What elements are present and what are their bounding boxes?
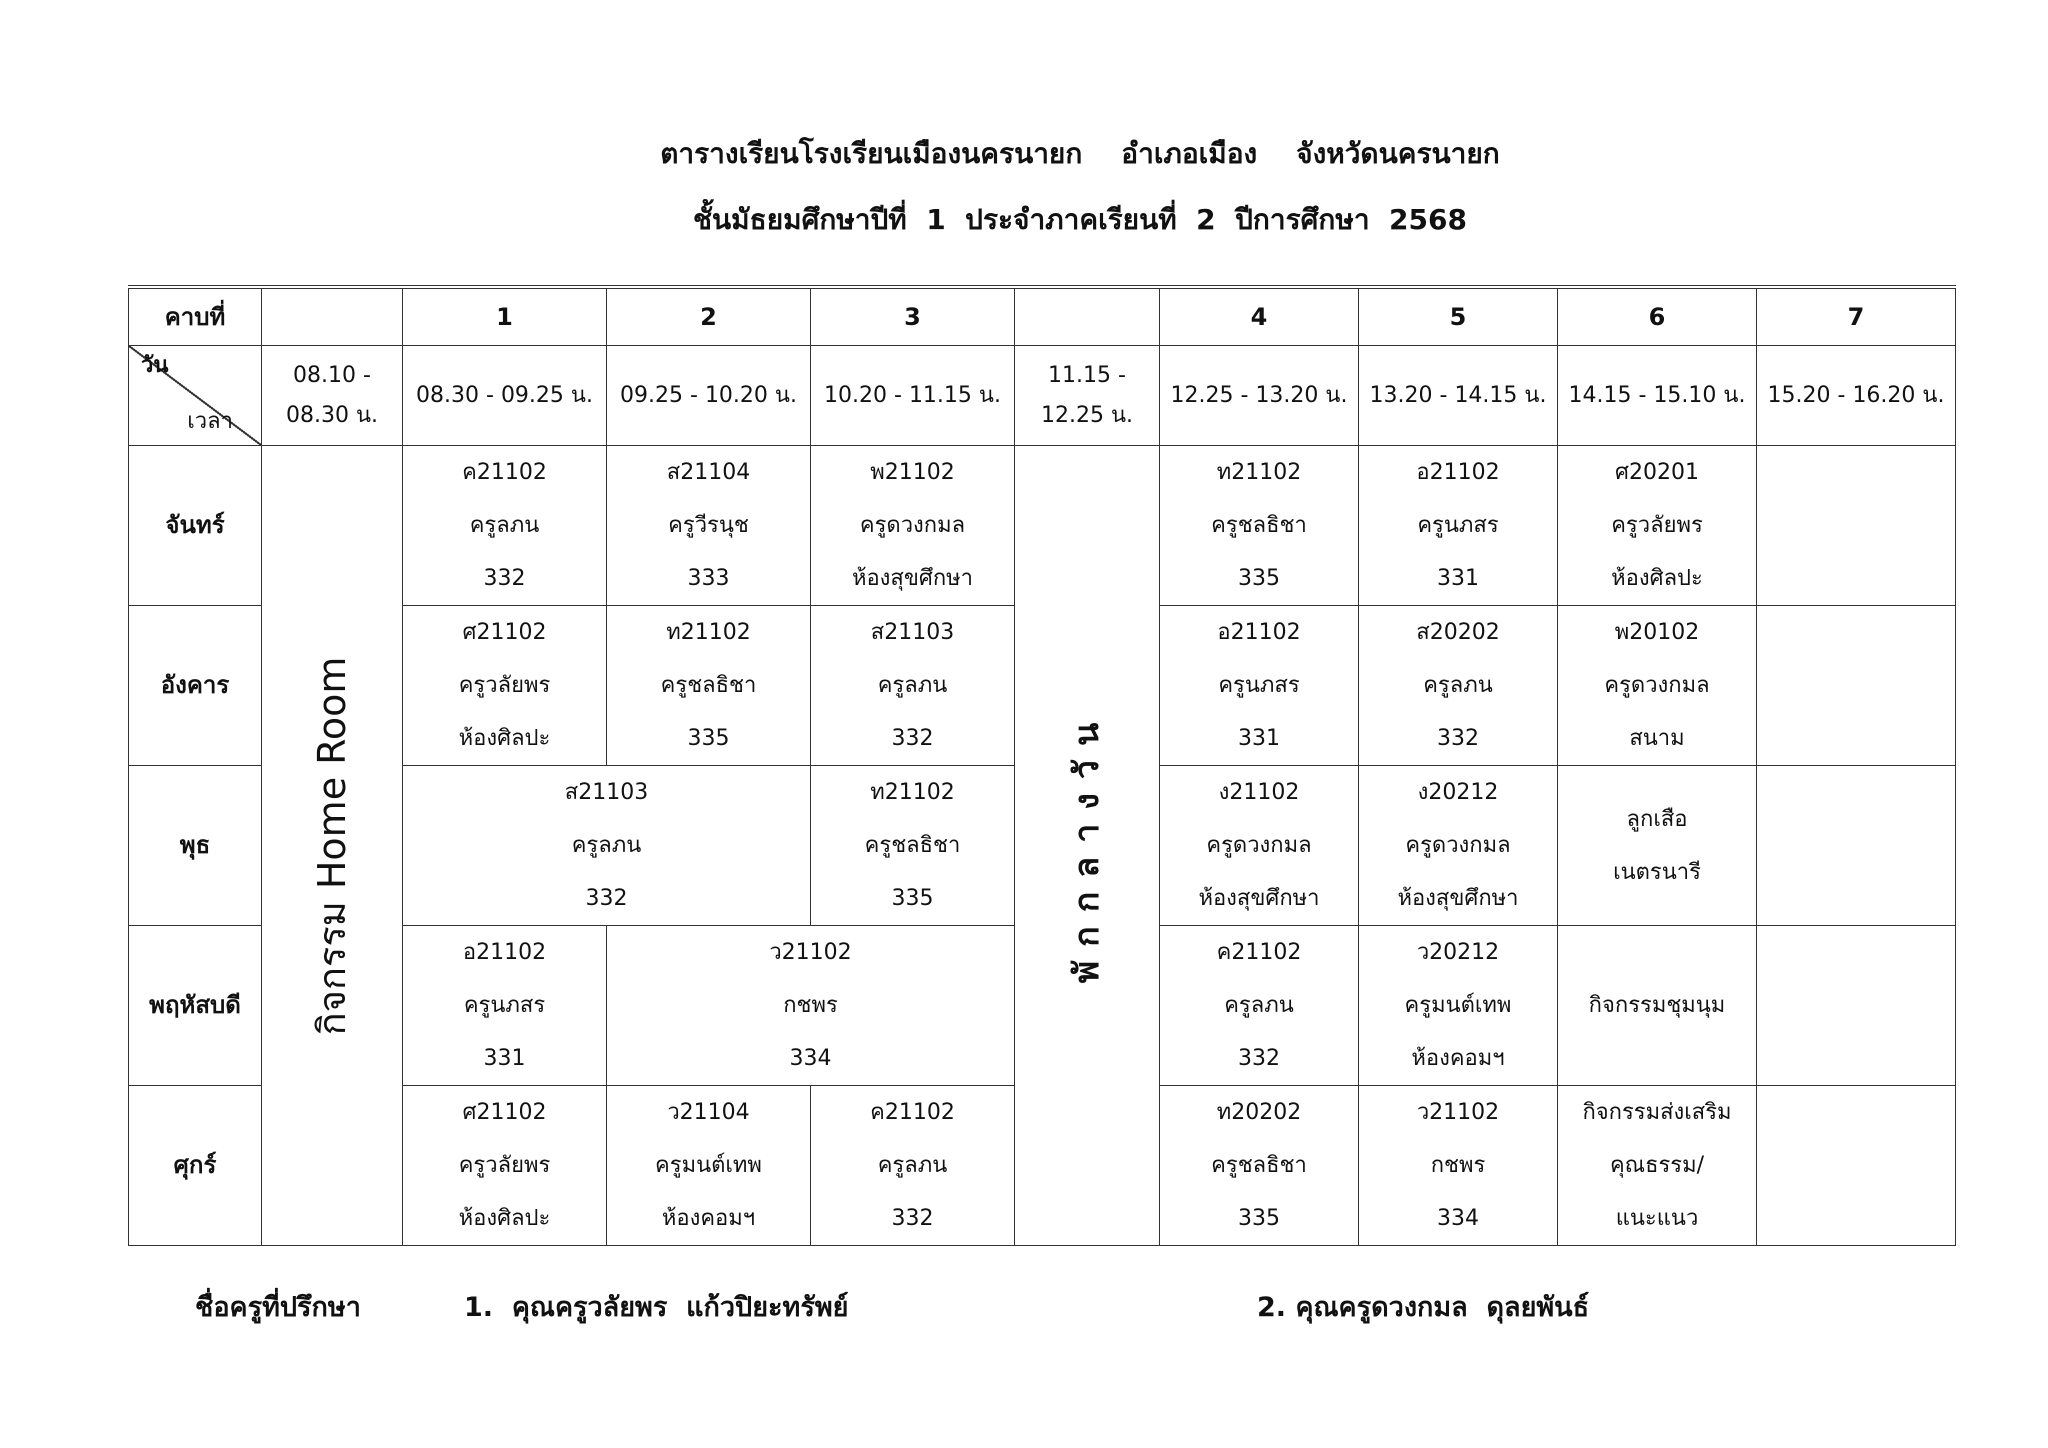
class-cell — [1558, 606, 1757, 766]
cell-text: ท21102 — [870, 780, 955, 805]
class-cell — [1558, 926, 1757, 1086]
class-cell — [1359, 766, 1558, 926]
day-label: วัน — [141, 353, 169, 378]
cell-text: ค21102 — [870, 1100, 955, 1125]
class-cell — [1757, 446, 1956, 606]
cell-text: ห้องคอมฯ — [661, 1206, 756, 1231]
lunch-label: พักกลางวัน — [1067, 708, 1107, 983]
time-text: 08.10 - — [293, 362, 371, 388]
cell-text: ครูวลัยพร — [1611, 513, 1703, 538]
time-text: 12.25 น. — [1040, 402, 1133, 428]
lunch-time — [1015, 346, 1160, 446]
homeroom-header — [262, 287, 403, 346]
page-title: ตารางเรียนโรงเรียนเมืองนครนายก อำเภอเมือง จังหวัดนครนายก — [660, 137, 1500, 170]
period-header-row — [129, 287, 1956, 346]
cell-text: ว21104 — [667, 1100, 750, 1125]
homeroom-block — [262, 446, 403, 1246]
class-cell — [1558, 1086, 1757, 1246]
cell-text: ครูลภน — [469, 513, 540, 538]
cell-text: ส20202 — [1416, 620, 1500, 645]
advisor-1: 1. คุณครูวลัยพร แก้วปิยะทรัพย์ — [464, 1292, 849, 1323]
cell-text: 334 — [1437, 1206, 1479, 1231]
class-cell — [1160, 1086, 1359, 1246]
cell-text: ครูชลธิชา — [1211, 1153, 1307, 1178]
period-time: 09.25 - 10.20 น. — [607, 346, 811, 446]
cell-text: สนาม — [1629, 726, 1685, 751]
cell-text: กิจกรรมส่งเสริม — [1582, 1100, 1732, 1125]
period-time: 10.20 - 11.15 น. — [811, 346, 1015, 446]
lunch-header — [1015, 287, 1160, 346]
period-number: 4 — [1160, 287, 1359, 346]
cell-text: 335 — [891, 886, 934, 911]
class-cell — [811, 1086, 1015, 1246]
cell-text: ลูกเสือ — [1626, 806, 1688, 832]
time-text: 11.15 - — [1048, 362, 1126, 388]
cell-text: ศ21102 — [462, 1100, 547, 1125]
cell-text: ครูดวงกมล — [1604, 673, 1710, 698]
cell-text: กิจกรรมชุมนุม — [1588, 993, 1726, 1018]
cell-text: ส21103 — [564, 780, 649, 805]
cell-text: ท20202 — [1216, 1100, 1302, 1125]
cell-text: ห้องศิลปะ — [1611, 566, 1703, 591]
cell-text: ครูนภสร — [1218, 673, 1300, 698]
cell-text: 333 — [687, 566, 730, 591]
period-label: คาบที่ — [129, 287, 262, 346]
cell-text: ครูนภสร — [463, 993, 546, 1018]
day-name: พุธ — [129, 766, 262, 926]
period-time: 15.20 - 16.20 น. — [1757, 346, 1956, 446]
cell-text: 332 — [585, 886, 628, 911]
cell-text: กชพร — [783, 993, 838, 1018]
cell-text: 332 — [891, 726, 934, 751]
class-cell — [403, 766, 811, 926]
cell-text: กชพร — [1430, 1153, 1486, 1178]
cell-text: ว21102 — [1416, 1100, 1500, 1125]
cell-text: ห้องสุขศึกษา — [851, 566, 974, 591]
cell-text: ท21102 — [666, 620, 751, 645]
period-number: 2 — [607, 287, 811, 346]
cell-text: ศ20201 — [1615, 460, 1699, 485]
cell-text: ส21104 — [666, 460, 751, 485]
cell-text: ครูชลธิชา — [864, 833, 961, 858]
day-name: พฤหัสบดี — [129, 926, 262, 1086]
cell-text: 332 — [891, 1206, 934, 1231]
period-time: 13.20 - 14.15 น. — [1359, 346, 1558, 446]
cell-text: ห้องคอมฯ — [1411, 1046, 1505, 1071]
cell-text: ส21103 — [870, 620, 955, 645]
cell-text: ครูดวงกมล — [1206, 833, 1312, 858]
class-cell — [403, 446, 607, 606]
day-name: อังคาร — [129, 606, 262, 766]
time-label: เวลา — [187, 409, 233, 434]
cell-text: พ20102 — [1614, 620, 1700, 645]
cell-text: ห้องศิลปะ — [458, 726, 551, 751]
class-cell — [1359, 1086, 1558, 1246]
cell-text: แนะแนว — [1615, 1206, 1699, 1231]
class-cell — [607, 446, 811, 606]
day-time-corner — [129, 346, 262, 446]
day-name: จันทร์ — [129, 446, 262, 606]
cell-text: 332 — [1238, 1046, 1280, 1071]
class-cell — [1160, 766, 1359, 926]
cell-text: ครูลภน — [877, 1153, 948, 1178]
class-cell — [1359, 926, 1558, 1086]
cell-text: 331 — [1238, 726, 1280, 751]
period-number: 6 — [1558, 287, 1757, 346]
cell-text: ห้องสุขศึกษา — [1198, 886, 1320, 911]
day-name: ศุกร์ — [129, 1086, 262, 1246]
advisor-label: ชื่อครูที่ปรึกษา — [195, 1292, 361, 1323]
cell-text: ครูนภสร — [1417, 513, 1499, 538]
class-cell — [811, 446, 1015, 606]
class-cell — [1359, 606, 1558, 766]
cell-text: ครูลภน — [1224, 993, 1294, 1018]
cell-text: 332 — [483, 566, 526, 591]
cell-text: ครูมนต์เทพ — [1404, 993, 1512, 1018]
class-cell — [1160, 926, 1359, 1086]
cell-text: ว20212 — [1416, 940, 1500, 965]
class-cell — [811, 606, 1015, 766]
cell-text: ครูมนต์เทพ — [655, 1153, 762, 1178]
cell-text: ครูวีรนุช — [668, 513, 749, 538]
timetable — [128, 285, 1956, 1246]
cell-text: พ21102 — [870, 460, 955, 485]
cell-text: อ21102 — [462, 940, 547, 965]
cell-text: 331 — [483, 1046, 526, 1071]
cell-text: ห้องสุขศึกษา — [1397, 886, 1519, 911]
cell-text: ศ21102 — [462, 620, 547, 645]
class-cell — [403, 606, 607, 766]
advisor-2: 2. คุณครูดวงกมล ดุลยพันธ์ — [1257, 1292, 1590, 1323]
class-cell — [1757, 926, 1956, 1086]
cell-text: ง20212 — [1417, 780, 1499, 805]
cell-text: เนตรนารี — [1613, 859, 1701, 885]
cell-text: ง21102 — [1218, 780, 1300, 805]
cell-text: ครูลภน — [877, 673, 948, 698]
cell-text: ค21102 — [462, 460, 547, 485]
time-row — [129, 346, 1956, 446]
class-cell — [403, 926, 607, 1086]
period-number: 1 — [403, 287, 607, 346]
period-number: 7 — [1757, 287, 1956, 346]
cell-text: ครูวลัยพร — [458, 1153, 551, 1178]
homeroom-time — [262, 346, 403, 446]
class-cell — [1757, 1086, 1956, 1246]
class-cell — [1359, 446, 1558, 606]
time-text: 08.30 น. — [285, 402, 378, 428]
homeroom-label: กิจกรรม Home Room — [310, 656, 354, 1035]
cell-text: ห้องศิลปะ — [458, 1206, 551, 1231]
cell-text: ครูดวงกมล — [859, 513, 966, 538]
class-cell — [811, 766, 1015, 926]
class-cell — [1160, 446, 1359, 606]
cell-text: ครูลภน — [571, 833, 642, 858]
cell-text: ครูชลธิชา — [1211, 513, 1307, 538]
class-cell — [607, 606, 811, 766]
cell-text: ท21102 — [1216, 460, 1302, 485]
cell-text: 334 — [789, 1046, 832, 1071]
period-time: 14.15 - 15.10 น. — [1558, 346, 1757, 446]
cell-text: 332 — [1437, 726, 1479, 751]
cell-text: ว21102 — [769, 940, 852, 965]
cell-text: 335 — [1238, 1206, 1280, 1231]
lunch-block — [1015, 446, 1160, 1246]
cell-text: ครูชลธิชา — [660, 673, 757, 698]
class-cell — [1558, 766, 1757, 926]
class-cell — [1757, 606, 1956, 766]
cell-text: 335 — [1238, 566, 1280, 591]
class-cell — [403, 1086, 607, 1246]
page-subtitle: ชั้นมัธยมศึกษาปีที่ 1 ประจำภาคเรียนที่ 2 ปีการศึกษา 2568 — [693, 203, 1467, 236]
period-number: 3 — [811, 287, 1015, 346]
cell-text: อ21102 — [1217, 620, 1301, 645]
cell-text: 331 — [1437, 566, 1479, 591]
cell-text: 335 — [687, 726, 730, 751]
period-number: 5 — [1359, 287, 1558, 346]
cell-text: ครูลภน — [1423, 673, 1493, 698]
class-cell — [1558, 446, 1757, 606]
class-cell — [1160, 606, 1359, 766]
period-time: 08.30 - 09.25 น. — [403, 346, 607, 446]
cell-text: คุณธรรม/ — [1609, 1153, 1705, 1178]
class-cell — [1757, 766, 1956, 926]
period-time: 12.25 - 13.20 น. — [1160, 346, 1359, 446]
cell-text: อ21102 — [1416, 460, 1500, 485]
class-cell — [607, 926, 1015, 1086]
day-row — [129, 446, 1956, 606]
class-cell — [607, 1086, 811, 1246]
cell-text: ครูดวงกมล — [1405, 833, 1511, 858]
cell-text: ครูวลัยพร — [458, 673, 551, 698]
cell-text: ค21102 — [1216, 940, 1302, 965]
